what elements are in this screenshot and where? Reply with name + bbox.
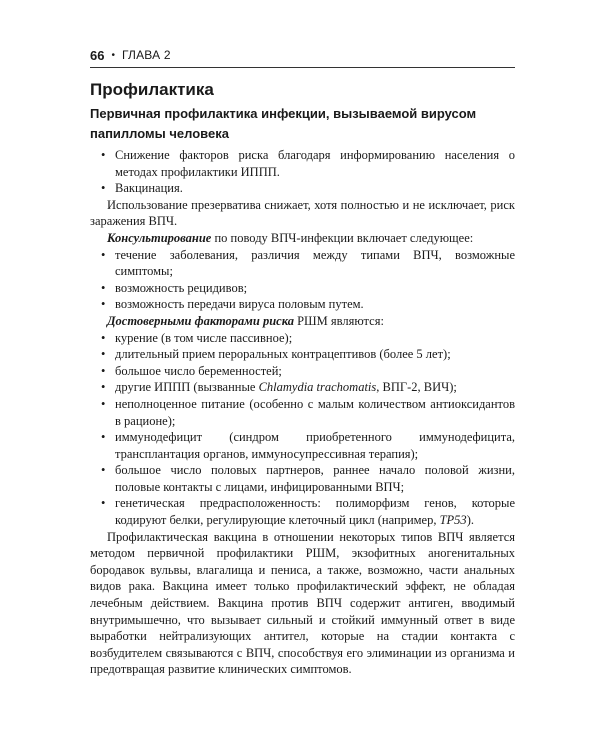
counseling-text: по поводу ВПЧ-инфекции включает следующее:	[211, 230, 474, 245]
list-item: • Снижение факторов риска благодаря информированию населения о методах профилактики ИППП.	[90, 147, 515, 180]
counseling-lead: Консультирование	[107, 230, 212, 245]
list-item: • Вакцинация.	[90, 180, 515, 197]
other-sti-post: , ВПГ-2, ВИЧ);	[376, 380, 457, 395]
subsection-title: Первичная профилактика инфекции, вызываемой вирусом папилломы человека	[90, 106, 477, 141]
chlamydia-latin: Chlamydia trachomatis	[258, 380, 377, 395]
risk-list	[90, 330, 515, 529]
risk-paragraph	[90, 313, 515, 330]
list-item: • неполноценное питание (особенно с малым количеством антиоксидантов в рационе);	[90, 396, 515, 429]
list-item: • большое число беременностей;	[90, 363, 515, 380]
list-item: • возможность передачи вируса половым путем.	[90, 296, 515, 313]
counseling-paragraph	[90, 230, 515, 247]
list-item	[90, 495, 515, 528]
header-separator-bullet: •	[111, 49, 115, 61]
page-number: 66	[90, 47, 105, 63]
list-item: • течение заболевания, различия между типами ВПЧ, возможные симптомы;	[90, 247, 515, 280]
genetic-pre: генетическая предрасположенность: полиморфизм генов, которые кодируют белки, регулирующие клеточный цикл (например,	[115, 496, 515, 528]
condom-paragraph: Использование презерватива снижает, хотя полностью и не исключает, риск заражения ВПЧ.	[90, 197, 515, 229]
list-item	[90, 379, 515, 396]
header-rule	[90, 67, 515, 68]
gene-name: TP53	[439, 513, 467, 528]
risk-text: РШМ являются:	[293, 313, 384, 328]
counseling-list	[90, 247, 515, 313]
vaccine-paragraph: Профилактическая вакцина в отношении некоторых типов ВПЧ является методом первичной профилактики РШМ, экзофитных аногенитальных бородавок вульвы, влагалища и пениса, а также, возможно, части анальных видов рака. Вакцина имеет только профилактический эффект, не обладая лечебным действием. Вакцина против ВПЧ содержит антиген, вводимый внутримышечно, что вызывает сильный и стойкий иммунный ответ в виде выработки нейтрализующих антител, которые на стадии контакта с возбудителем связываются с ВПЧ, способствуя его элиминации из организма и предотвращая развитие клинических симптомов.	[90, 529, 515, 677]
list-item: • большое число половых партнеров, раннее начало половой жизни, половые контакты с лицами, инфицированными ВПЧ;	[90, 462, 515, 495]
list-item: • иммунодефицит (синдром приобретенного иммунодефицита, трансплантация органов, иммуносупрессивная терапия);	[90, 429, 515, 462]
section-title: Профилактика	[90, 80, 214, 99]
risk-lead: Достоверными факторами риска	[107, 313, 294, 328]
list-item: • возможность рецидивов;	[90, 280, 515, 297]
running-header	[90, 45, 515, 65]
chapter-label: ГЛАВА 2	[121, 48, 171, 62]
genetic-post: ).	[466, 513, 474, 528]
list-item: • курение (в том числе пассивное);	[90, 330, 515, 347]
prevention-list	[90, 147, 515, 197]
list-item: • длительный прием пероральных контрацептивов (более 5 лет);	[90, 346, 515, 363]
other-sti-pre: другие ИППП (вызванные	[115, 380, 259, 395]
body-text	[90, 147, 515, 678]
